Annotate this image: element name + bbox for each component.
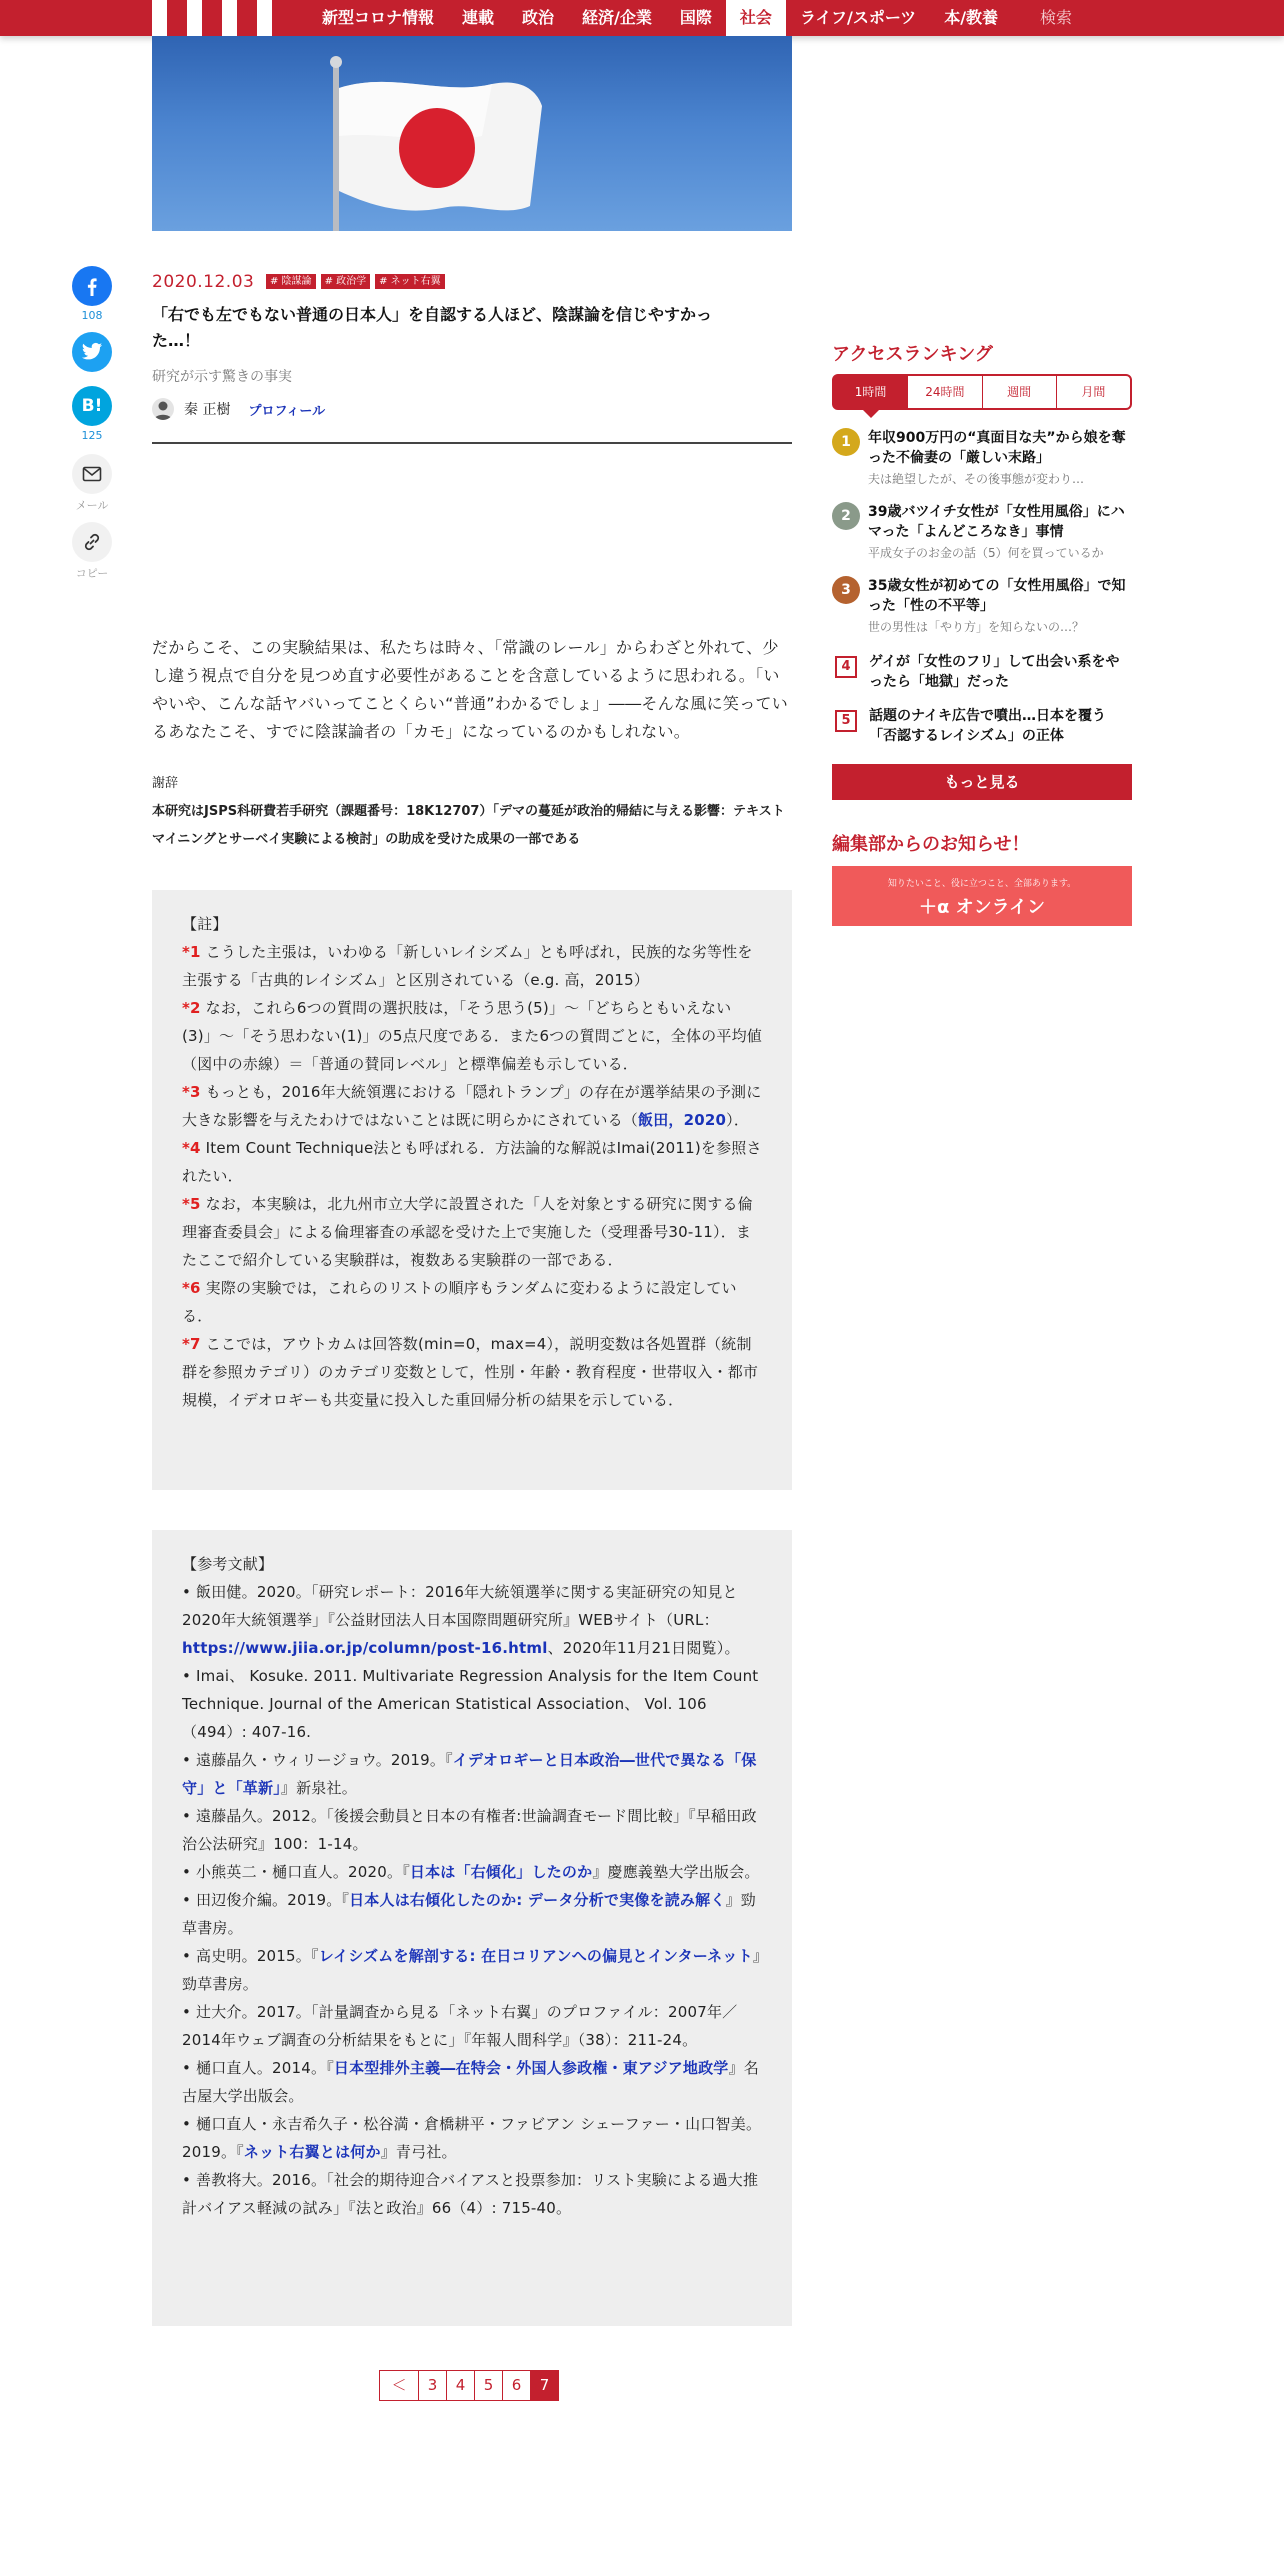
reference-item: • 小熊英二・樋口直人。2020。『日本は「右傾化」したのか』慶應義塾大学出版会。 [182, 1863, 760, 1881]
ranking-tab-weekly[interactable]: 週間 [982, 376, 1056, 408]
reference-link[interactable]: 日本人は右傾化したのか: データ分析で実像を読み解く [349, 1891, 726, 1909]
author-name[interactable]: 秦 正樹 [184, 402, 231, 418]
reference-item: • 飯田健。2020。「研究レポート：2016年大統領選挙に関する実証研究の知見と2020年大統領選挙」『公益財団法人日本国際問題研究所』WEBサイト（URL：https://www.jiia.or.jp/column/post-16.html、2020年11月21日閲覧）。 [182, 1583, 740, 1657]
nav-item-life-sports[interactable]: ライフ/スポーツ [799, 8, 917, 27]
notes-box [152, 890, 792, 1490]
mail-icon[interactable] [72, 454, 112, 494]
ranking-item-2[interactable] [832, 502, 1132, 564]
reference-item: • 樋口直人。2014。『日本型排外主義―在特会・外国人参政権・東アジア地政学』名古屋大学出版会。 [182, 2059, 759, 2105]
share-copy[interactable] [70, 522, 114, 581]
japan-flag-illustration [152, 36, 792, 231]
pagination-page[interactable]: 4 [446, 2370, 475, 2401]
rank-3-badge: 3 [832, 576, 860, 604]
article-subtitle: 研究が示す驚きの事実 [152, 369, 292, 385]
reference-link[interactable]: イデオロギーと日本政治―世代で異なる「保守」と「革新」 [182, 1751, 757, 1797]
banner-tagline: 知りたいこと、役に立つこと、全部あります。 [887, 879, 1077, 889]
hatena-bookmark-icon[interactable]: B! [72, 386, 112, 426]
note-2-number[interactable]: *2 [182, 999, 201, 1017]
tag-net-right[interactable]: # ネット右翼 [375, 274, 445, 289]
reference-item: • 遠藤晶久・ウィリージョウ。2019。『イデオロギーと日本政治―世代で異なる「保守」と「革新」』新泉社。 [182, 1751, 757, 1797]
share-mail[interactable] [70, 454, 114, 513]
share-hatena[interactable] [70, 386, 114, 442]
reference-item: • Imai、 Kosuke. 2011. Multivariate Regression Analysis for the Item Count Technique. Journal of the American Statistical Association、 Vol. 106（494）: 407-16. [182, 1667, 759, 1741]
ranking-heading: アクセスランキング [832, 344, 993, 365]
hero-image [152, 36, 792, 231]
rank-2-badge: 2 [832, 502, 860, 530]
site-logo[interactable] [152, 0, 290, 36]
pagination-page-current[interactable]: 7 [530, 2370, 559, 2401]
reference-item: • 田辺俊介編。2019。『日本人は右傾化したのか: データ分析で実像を読み解く』勁草書房。 [182, 1891, 756, 1937]
header-divider [152, 442, 792, 444]
article-title: 「右でも左でもない普通の日本人」を自認する人ほど、陰謀論を信じやすかった…！ [152, 305, 713, 350]
twitter-icon[interactable] [72, 332, 112, 372]
ranking-item-title[interactable]: 話題のナイキ広告で噴出…日本を覆う「否認するレイシズム」の正体 [869, 708, 1107, 744]
reference-link[interactable]: 日本型排外主義―在特会・外国人参政権・東アジア地政学 [333, 2059, 729, 2077]
ranking-item-title[interactable]: ゲイが「女性のフリ」して出会い系をやったら「地獄」だった [869, 654, 1120, 690]
ranking-tab-24h[interactable]: 24時間 [907, 376, 981, 408]
acknowledgement-heading: 謝辞 [152, 776, 179, 791]
top-navbar [0, 0, 1284, 36]
ranking-tabs [832, 374, 1132, 410]
pagination-prev[interactable]: ＜ [379, 2370, 419, 2401]
rank-1-badge: 1 [832, 428, 860, 456]
pagination-page[interactable]: 6 [502, 2370, 531, 2401]
note-3-number[interactable]: *3 [182, 1083, 201, 1101]
ranking-item-5[interactable] [832, 706, 1132, 746]
more-button[interactable]: もっと見る [832, 764, 1132, 800]
note-4: *4 Item Count Technique法とも呼ばれる．方法論的な解説はImai(2011)を参照されたい． [182, 1139, 762, 1185]
note-1-number[interactable]: *1 [182, 943, 201, 961]
nav-item-economy[interactable]: 経済/企業 [582, 8, 652, 27]
pagination-page[interactable]: 5 [474, 2370, 503, 2401]
reference-item: • 辻大介。2017。「計量調査から見る「ネット右翼」のプロファイル：2007年／2014年ウェブ調査の分析結果をもとに」『年報人間科学』（38）：211-24。 [182, 2003, 738, 2049]
note-4-number[interactable]: *4 [182, 1139, 201, 1157]
acknowledgement-text: 本研究はJSPS科研費若手研究（課題番号：18K12707）「デマの蔓延が政治的帰結に与える影響：テキストマイニングとサーベイ実験による検討」の助成を受けた成果の一部である [152, 804, 785, 847]
nav-item-corona[interactable]: 新型コロナ情報 [322, 8, 435, 27]
ranking-item-subtitle: 世の男性は「やり方」を知らないの…？ [868, 620, 1085, 634]
reference-link[interactable]: ネット右翼とは何か [243, 2143, 381, 2161]
facebook-count: 108 [81, 309, 103, 322]
reference-item: • 樋口直人・永吉希久子・松谷満・倉橋耕平・ファビアン シェーファー・山口智美。2019。『ネット右翼とは何か』青弓社。 [182, 2115, 762, 2161]
reference-link[interactable]: レイシズムを解剖する: 在日コリアンへの偏見とインターネット [318, 1947, 753, 1965]
pagination [380, 2370, 559, 2401]
references-heading: 【参考文献】 [182, 1555, 274, 1573]
note-1: *1 こうした主張は，いわゆる「新しいレイシズム」とも呼ばれ，民族的な劣等性を主張する「古典的レイシズム」と区別されている（e.g. 高，2015） [182, 943, 753, 989]
acknowledgement [152, 770, 792, 854]
pagination-page[interactable]: 3 [418, 2370, 447, 2401]
ranking-item-3[interactable] [832, 576, 1132, 638]
hatena-count: 125 [81, 429, 103, 442]
tag-political-science[interactable]: # 政治学 [321, 274, 371, 289]
note-6: *6 実際の実験では，これらのリストの順序もランダムに変わるように設定している． [182, 1279, 737, 1325]
note-7: *7 ここでは，アウトカムは回答数(min=0，max=4），説明変数は各処置群（統制群を参照カテゴリ）のカテゴリ変数として，性別・年齢・教育程度・世帯収入・都市規模，イデオロギーも共変量に投入した重回帰分析の結果を示している． [182, 1335, 759, 1409]
reference-link[interactable]: https://www.jiia.or.jp/column/post-16.html [182, 1639, 548, 1657]
nav-item-books[interactable]: 本/教養 [944, 8, 999, 27]
references-box [152, 1530, 792, 2326]
note-7-number[interactable]: *7 [182, 1335, 201, 1353]
reference-item: • 高史明。2015。『レイシズムを解剖する: 在日コリアンへの偏見とインターネット』勁草書房。 [182, 1947, 761, 1993]
notes-heading: 【註】 [182, 915, 228, 933]
ranking-tab-1h[interactable]: 1時間 [834, 376, 907, 408]
copy-label: コピー [75, 567, 109, 580]
reference-item: • 遠藤晶久。2012。「後援会動員と日本の有権者:世論調査モード間比較」『早稲田政治公法研究』100：1-14。 [182, 1807, 757, 1853]
profile-link[interactable]: プロフィール [248, 403, 326, 419]
article-body-paragraph: だからこそ、この実験結果は、私たちは時々、「常識のレール」からわざと外れて、少し違う視点で自分を見つめ直す必要性があることを含意しているように思われる。「いやいや、こんな話ヤバいってことくらい“普通”わかるでしょ」――そんな風に笑っているあなたこそ、すでに陰謀論者の「カモ」になっているのかもしれない。 [152, 638, 789, 741]
nav-search[interactable]: 検索 [1040, 8, 1073, 27]
ranking-tab-monthly[interactable]: 月間 [1056, 376, 1130, 408]
nav-item-politics[interactable]: 政治 [522, 8, 555, 27]
share-facebook[interactable] [70, 266, 114, 322]
ranking-item-title[interactable]: 35歳女性が初めての「女性用風俗」で知った「性の不平等」 [868, 578, 1126, 614]
note-2: *2 なお，これら6つの質問の選択肢は，「そう思う(5)」〜「どちらともいえない(3)」〜「そう思わない(1)」の5点尺度である．また6つの質問ごとに，全体の平均値（図中の赤線）＝「普通の賛同レベル」と標準偏差も示している． [182, 999, 762, 1073]
ranking-item-4[interactable] [832, 652, 1132, 692]
ranking-item-title[interactable]: 年収900万円の“真面目な夫”から娘を奪った不倫妻の「厳しい末路」 [868, 430, 1126, 466]
share-twitter[interactable] [70, 332, 114, 372]
article-date: 2020.12.03 [152, 272, 255, 292]
ranking-item-1[interactable] [832, 428, 1132, 490]
ranking-item-subtitle: 平成女子のお金の話（5）何を買っているか [868, 546, 1104, 560]
note-3-link[interactable]: 飯田，2020 [638, 1111, 727, 1129]
facebook-icon[interactable] [72, 266, 112, 306]
note-3: *3 もっとも，2016年大統領選における「隠れトランプ」の存在が選挙結果の予測に大きな影響を与えたわけではないことは既に明らかにされている（飯田，2020）． [182, 1083, 762, 1129]
notice-heading: 編集部からのお知らせ！ [832, 834, 1030, 855]
rank-4-badge: 4 [835, 656, 857, 678]
nav-item-society[interactable]: 社会 [726, 0, 786, 36]
article-tags [266, 274, 445, 289]
banner-title: ＋α オンライン [918, 897, 1046, 918]
nav-item-international[interactable]: 国際 [679, 8, 712, 27]
note-6-number[interactable]: *6 [182, 1279, 201, 1297]
note-5-number[interactable]: *5 [182, 1195, 201, 1213]
nav-item-series[interactable]: 連載 [462, 8, 495, 27]
reference-item: • 善教将大。2016。「社会的期待迎合バイアスと投票参加：リスト実験による過大推計バイアス軽減の試み」『法と政治』66（4）: 715-40。 [182, 2171, 759, 2217]
author-row [152, 398, 325, 420]
mail-label: メール [75, 499, 109, 512]
reference-link[interactable]: 日本は「右傾化」したのか [409, 1863, 593, 1881]
link-icon[interactable] [72, 522, 112, 562]
note-5: *5 なお，本実験は，北九州市立大学に設置された「人を対象とする研究に関する倫理審査委員会」による倫理審査の承認を受けた上で実施した（受理番号30-11）．またここで紹介している実験群は，複数ある実験群の一部である． [182, 1195, 753, 1269]
ranking-item-subtitle: 夫は絶望したが、その後事態が変わり… [868, 472, 1085, 486]
ranking-item-title[interactable]: 39歳バツイチ女性が「女性用風俗」にハマった「よんどころなき」事情 [868, 504, 1125, 540]
nav-menu [308, 0, 1012, 36]
plus-alpha-banner[interactable] [832, 866, 1132, 926]
tag-conspiracy[interactable]: # 陰謀論 [266, 274, 316, 289]
author-avatar[interactable] [152, 398, 174, 420]
rank-5-badge: 5 [835, 710, 857, 732]
